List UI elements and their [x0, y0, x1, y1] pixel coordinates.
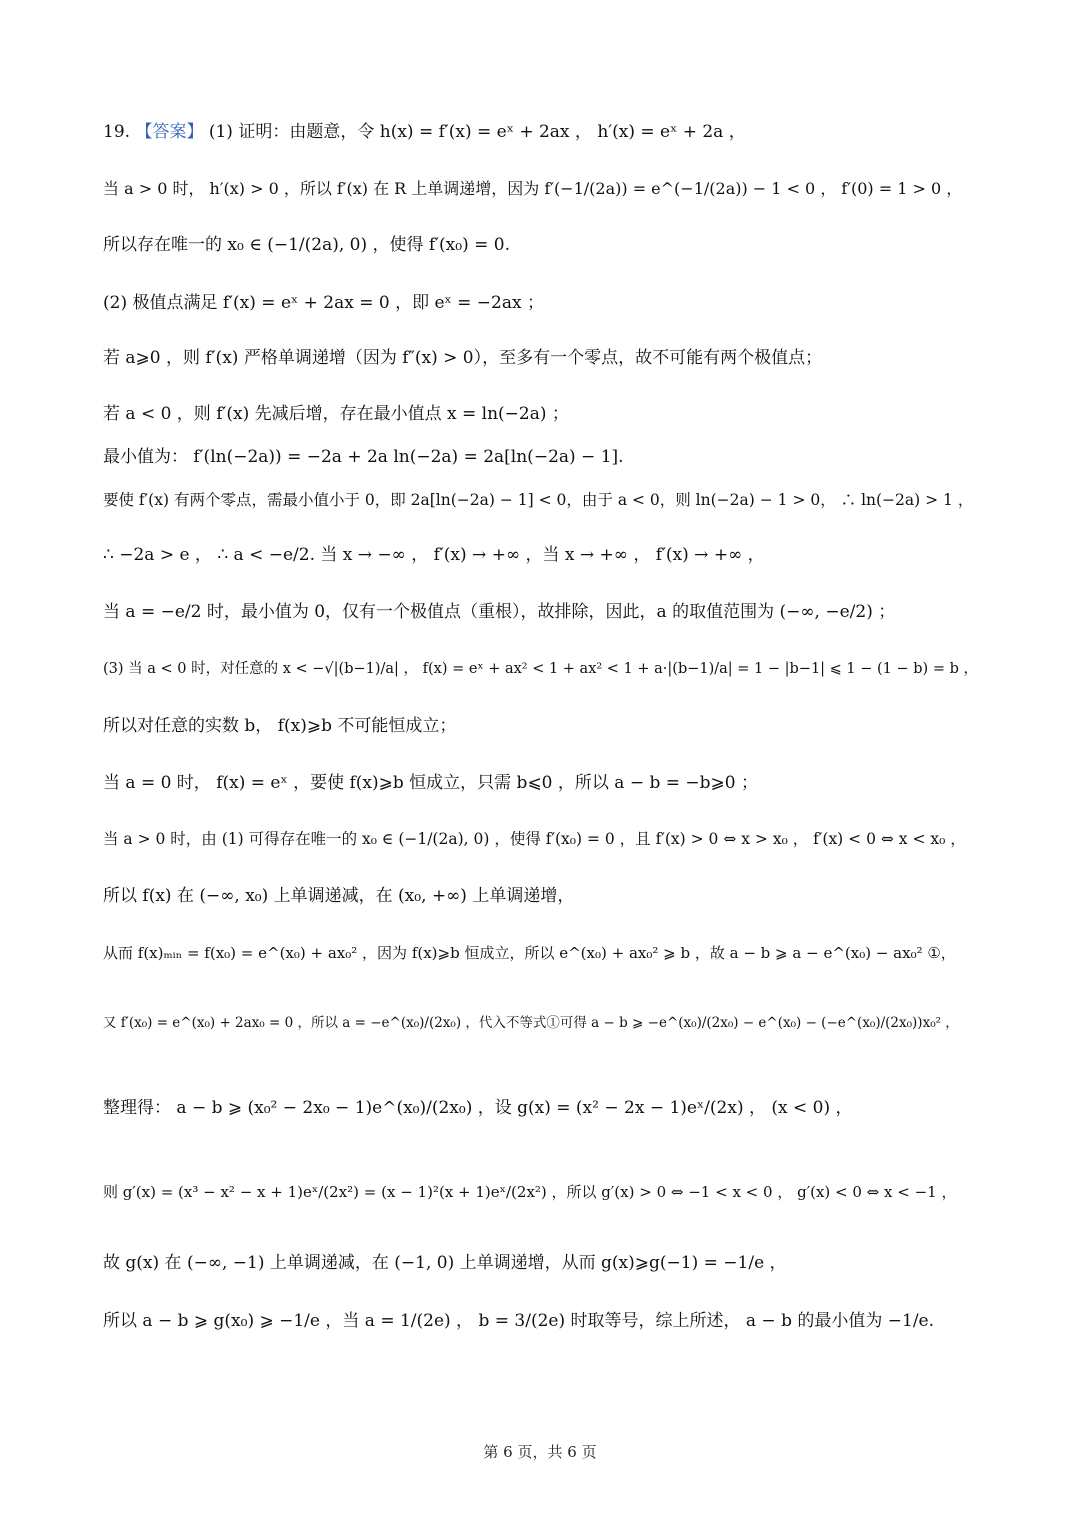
answer-line-8: 要使 f′(x) 有两个零点，需最小值小于 0，即 2a[ln(−2a) − 1] < 0，由于 a < 0，则 ln(−2a) − 1 > 0， ∴ ln(−2a) > 1 ， — [103, 491, 974, 509]
answer-line-12: 所以对任意的实数 b， f(x)⩾b 不可能恒成立； — [103, 716, 457, 736]
line-text: (1) 证明：由题意，令 h(x) = f′(x) = eˣ + 2ax ， h′(x) = eˣ + 2a ， — [208, 122, 746, 142]
answer-line-4: (2) 极值点满足 f′(x) = eˣ + 2ax = 0 ，即 eˣ = −2ax ； — [103, 293, 544, 313]
answer-line-21: 所以 a − b ⩾ g(x₀) ⩾ −1/e ，当 a = 1/(2e) ， b = 3/(2e) 时取等号，综上所述， a − b 的最小值为 −1/e. — [103, 1311, 935, 1331]
answer-line-18: 整理得： a − b ⩾ (x₀² − 2x₀ − 1)e^(x₀)/(2x₀) ，设 g(x) = (x² − 2x − 1)eˣ/(2x) ， (x < 0) ， — [103, 1098, 853, 1118]
answer-line-9: ∴ −2a > e ， ∴ a < −e/2. 当 x → −∞ ， f′(x) → +∞ ，当 x → +∞ ， f′(x) → +∞ ， — [103, 545, 765, 565]
answer-line-2: 当 a > 0 时， h′(x) > 0 ，所以 f′(x) 在 R 上单调递增，因为 f′(−1/(2a)) = e^(−1/(2a)) − 1 < 0 ， f′(0) = 1 > 0 ， — [103, 179, 963, 198]
page-footer: 第 6 页，共 6 页 — [483, 1443, 597, 1461]
answer-tag: 【答案】 — [135, 122, 204, 142]
answer-line-17: 又 f′(x₀) = e^(x₀) + 2ax₀ = 0 ，所以 a = −e^(x₀)/(2x₀) ，代入不等式①可得 a − b ⩾ −e^(x₀)/(2x₀) − e^(x₀) − (−e^(x₀)/(2x₀))x₀² ， — [103, 1015, 959, 1031]
answer-line-7: 最小值为： f′(ln(−2a)) = −2a + 2a ln(−2a) = 2a[ln(−2a) − 1]. — [103, 447, 624, 467]
answer-line-14: 当 a > 0 时，由 (1) 可得存在唯一的 x₀ ∈ (−1/(2a), 0) ，使得 f′(x₀) = 0 ，且 f′(x) > 0 ⇔ x > x₀ ， f′(x) < 0 ⇔ x < x₀ ， — [103, 830, 966, 848]
answer-line-20: 故 g(x) 在 (−∞, −1) 上单调递减，在 (−1, 0) 上单调递增，从而 g(x)⩾g(−1) = −1/e ， — [103, 1253, 787, 1273]
answer-line-13: 当 a = 0 时， f(x) = eˣ ，要使 f(x)⩾b 恒成立，只需 b⩽0 ，所以 a − b = −b⩾0 ； — [103, 773, 759, 793]
answer-line-6: 若 a < 0 ，则 f′(x) 先减后增，存在最小值点 x = ln(−2a) ； — [103, 404, 569, 424]
answer-line-1 — [103, 121, 983, 143]
answer-line-3: 所以存在唯一的 x₀ ∈ (−1/(2a), 0) ，使得 f′(x₀) = 0. — [103, 235, 510, 255]
answer-line-5: 若 a⩾0 ，则 f′(x) 严格单调递增（因为 f″(x) > 0），至多有一个零点，故不可能有两个极值点； — [103, 348, 823, 368]
answer-line-15: 所以 f(x) 在 (−∞, x₀) 上单调递减，在 (x₀, +∞) 上单调递增， — [103, 886, 575, 906]
answer-line-19: 则 g′(x) = (x³ − x² − x + 1)eˣ/(2x²) = (x − 1)²(x + 1)eˣ/(2x²) ，所以 g′(x) > 0 ⇔ −1 < x < 0 ， g′(x) < 0 ⇔ x < −1 ， — [103, 1183, 957, 1201]
answer-line-10: 当 a = −e/2 时，最小值为 0，仅有一个极值点（重根），故排除，因此，a 的取值范围为 (−∞, −e/2) ； — [103, 602, 896, 622]
question-number: 19. — [103, 122, 131, 142]
answer-line-11: (3) 当 a < 0 时，对任意的 x < −√|(b−1)/a| ， f(x) = eˣ + ax² < 1 + ax² < 1 + a·|(b−1)/a| = 1 − |b−1| ⩽ 1 − (1 − b) = b ， — [103, 661, 978, 677]
answer-line-16: 从而 f(x)ₘᵢₙ = f(x₀) = e^(x₀) + ax₀² ，因为 f(x)⩾b 恒成立，所以 e^(x₀) + ax₀² ⩾ b ，故 a − b ⩾ a − e^(x₀) − ax₀² ①， — [103, 944, 956, 962]
